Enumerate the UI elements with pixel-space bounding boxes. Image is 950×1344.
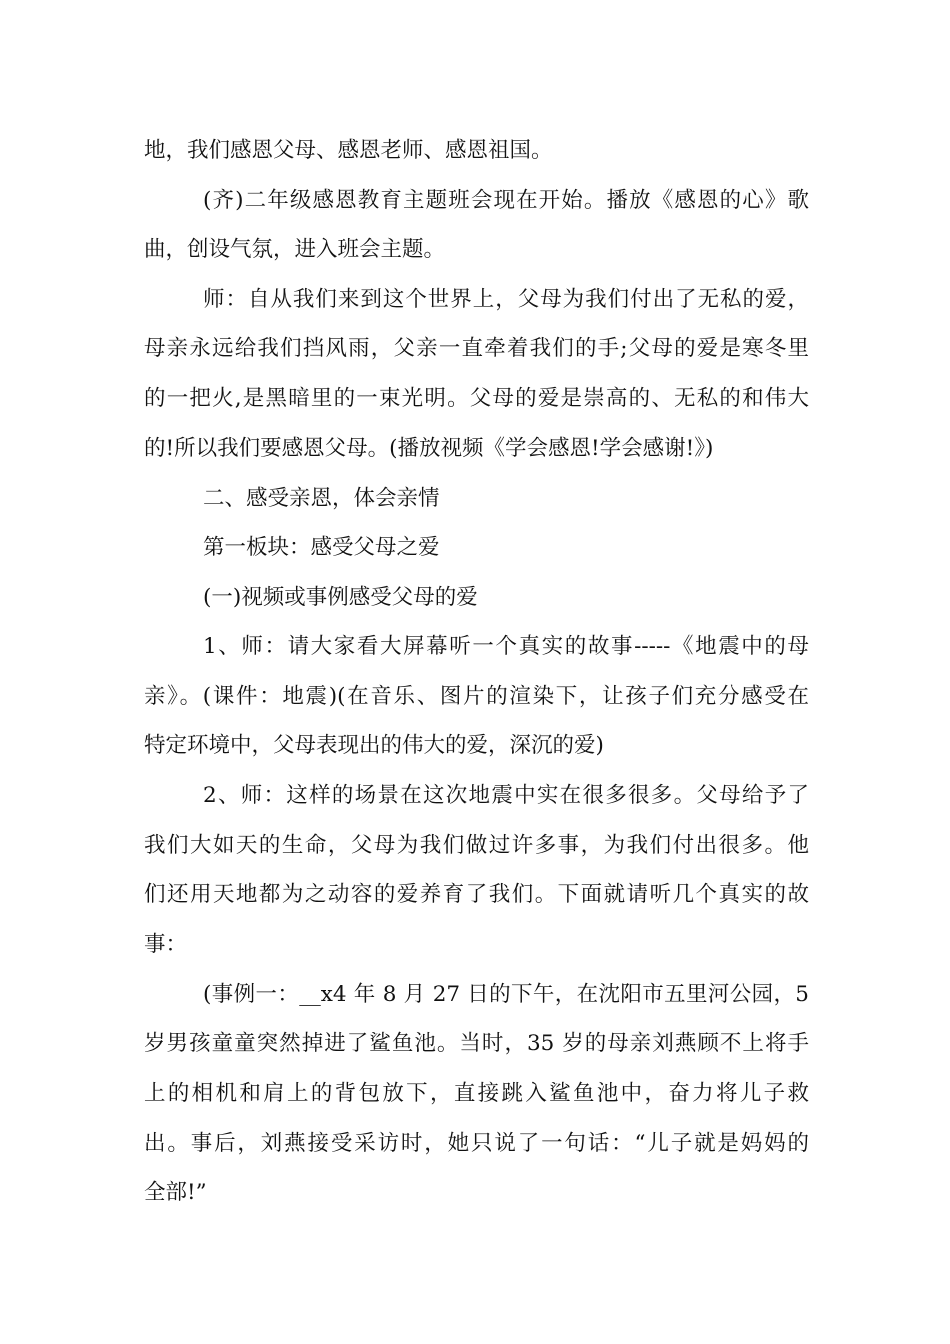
section-heading: 第一板块：感受父母之爱: [203, 535, 440, 560]
text-line: (齐)二年级感恩教育主题班会现在开始。播放《感恩的心》歌: [203, 188, 809, 213]
section-heading: 二、感受亲恩，体会亲情: [203, 486, 440, 511]
text-line: 1、师：请大家看大屏幕听一个真实的故事-----《地震中的母: [203, 634, 809, 659]
text-line: 岁男孩童童突然掉进了鲨鱼池。当时，35 岁的母亲刘燕顾不上将手: [144, 1031, 809, 1056]
text-line: 曲，创设气氛，进入班会主题。: [144, 237, 446, 262]
text-line: 特定环境中，父母表现出的伟大的爱，深沉的爱): [144, 733, 604, 758]
text-line: 上的相机和肩上的背包放下，直接跳入鲨鱼池中，奋力将儿子救: [144, 1081, 809, 1106]
text-line: 们还用天地都为之动容的爱养育了我们。下面就请听几个真实的故: [144, 882, 809, 907]
text-line: 2、师：这样的场景在这次地震中实在很多很多。父母给予了: [203, 783, 809, 808]
text-line: 的!所以我们要感恩父母。(播放视频《学会感恩!学会感谢!》): [144, 436, 714, 461]
text-line: 母亲永远给我们挡风雨，父亲一直牵着我们的手;父母的爱是寒冬里: [144, 336, 809, 361]
text-line: (事例一：__x4 年 8 月 27 日的下午，在沈阳市五里河公园，5: [203, 982, 809, 1007]
text-line: 我们大如天的生命，父母为我们做过许多事，为我们付出很多。他: [144, 833, 809, 858]
text-line: 亲》。(课件：地震)(在音乐、图片的渲染下，让孩子们充分感受在: [144, 684, 809, 709]
text-line: 师：自从我们来到这个世界上，父母为我们付出了无私的爱，: [203, 287, 809, 312]
text-line: 出。事后，刘燕接受采访时，她只说了一句话：“儿子就是妈妈的: [144, 1131, 809, 1156]
text-line: 全部!”: [144, 1180, 207, 1205]
text-line: 地，我们感恩父母、感恩老师、感恩祖国。: [144, 138, 553, 163]
text-line: 的一把火,是黑暗里的一束光明。父母的爱是崇高的、无私的和伟大: [144, 386, 809, 411]
section-heading: (一)视频或事例感受父母的爱: [203, 585, 478, 610]
text-line: 事：: [144, 932, 188, 957]
